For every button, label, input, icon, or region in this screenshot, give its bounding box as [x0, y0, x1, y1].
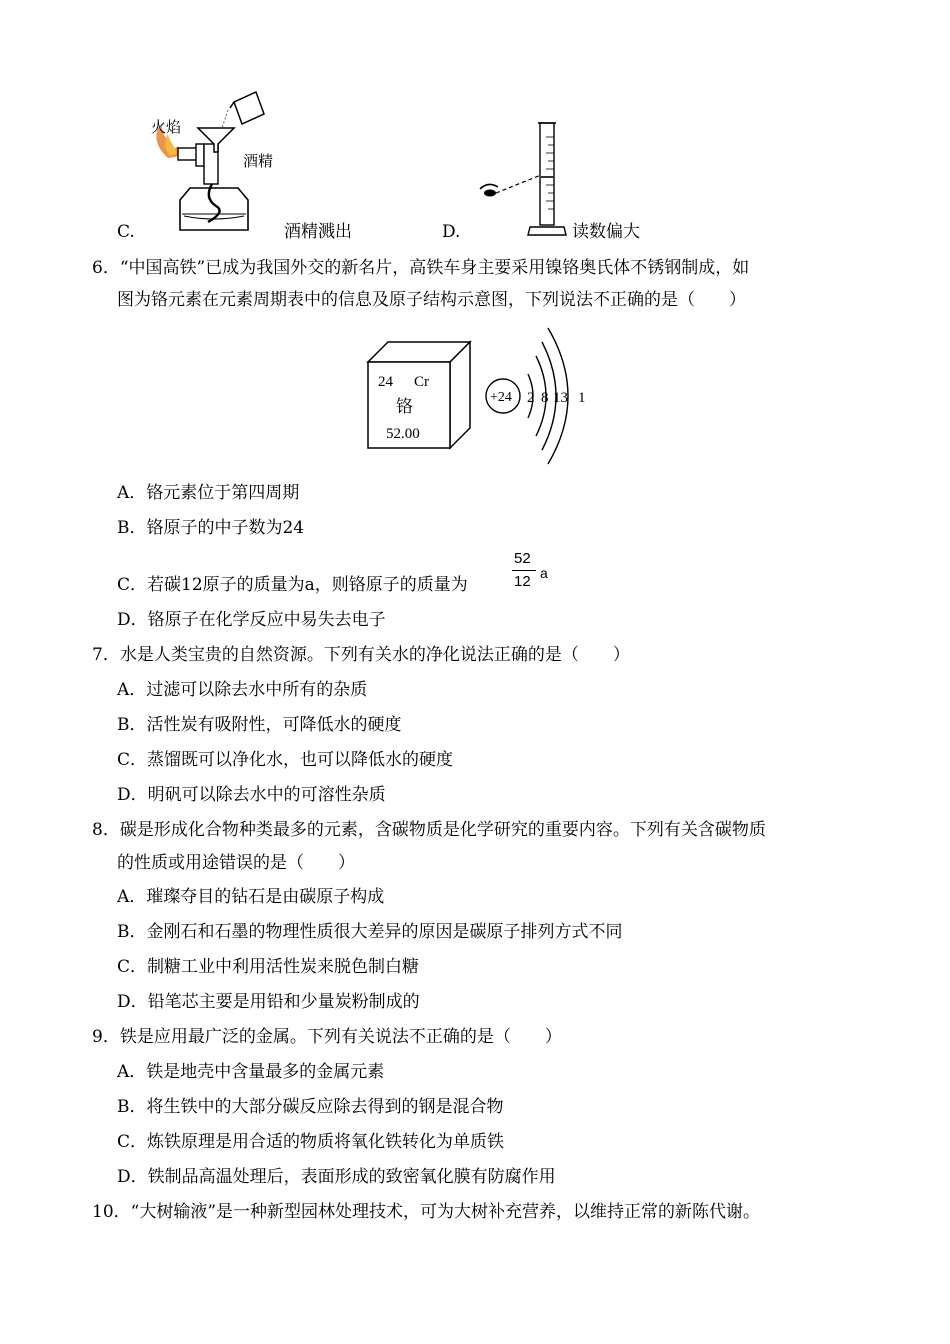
q7-option-d[interactable]: D．明矾可以除去水中的可溶性杂质 — [117, 785, 386, 805]
q8-stem-line1: 8．碳是形成化合物种类最多的元素，含碳物质是化学研究的重要内容。下列有关含碳物质 — [92, 820, 766, 840]
q7-option-b[interactable]: B．活性炭有吸附性，可降低水的硬度 — [117, 715, 402, 735]
q8-option-a[interactable]: A．璀璨夺目的钻石是由碳原子构成 — [117, 887, 385, 907]
element-mass: 52.00 — [386, 426, 420, 442]
q6-stem-line1: 6．“中国高铁”已成为我国外交的新名片，高铁车身主要采用镍铬奥氏体不锈钢制成，如 — [92, 258, 750, 278]
element-number: 24 — [378, 374, 393, 390]
atom-shell-3: 13 — [553, 390, 568, 406]
q7-stem: 7．水是人类宝贵的自然资源。下列有关水的净化说法正确的是（ ） — [92, 645, 630, 665]
q9-option-d[interactable]: D．铁制品高温处理后，表面形成的致密氧化膜有防腐作用 — [117, 1167, 556, 1187]
atom-shell-4: 1 — [578, 390, 586, 406]
q6-option-c-text: C．若碳12原子的质量为a，则铬原子的质量为 — [117, 575, 468, 595]
q5-option-c-caption: 酒精溅出 — [284, 222, 352, 242]
q6-option-b[interactable]: B．铬原子的中子数为24 — [117, 518, 305, 538]
q5-label-alcohol: 酒精 — [243, 152, 274, 170]
q5-label-flame: 火焰 — [151, 118, 182, 136]
q6-option-c-variable: a — [540, 565, 548, 581]
atom-nucleus: +24 — [490, 390, 512, 405]
element-name: 铬 — [396, 397, 413, 416]
q6-option-c[interactable] — [117, 575, 468, 595]
q6-option-c-numerator: 52 — [514, 550, 531, 567]
q5-option-c-letter[interactable]: C. — [117, 222, 135, 242]
q8-option-d[interactable]: D．铅笔芯主要是用铅和少量炭粉制成的 — [117, 992, 420, 1012]
atom-shell-2: 8 — [541, 390, 549, 406]
q10-stem: 10．“大树输液”是一种新型园林处理技术，可为大树补充营养，以维持正常的新陈代谢。 — [92, 1202, 761, 1222]
q8-stem-line2: 的性质或用途错误的是（ ） — [117, 853, 355, 873]
q6-figure — [360, 322, 600, 470]
q6-option-c-denominator: 12 — [514, 573, 531, 590]
q5-option-d-figure — [474, 115, 574, 240]
element-symbol: Cr — [414, 374, 429, 390]
q9-option-c[interactable]: C．炼铁原理是用合适的物质将氧化铁转化为单质铁 — [117, 1132, 505, 1152]
q9-option-a[interactable]: A．铁是地壳中含量最多的金属元素 — [117, 1062, 385, 1082]
q8-option-b[interactable]: B．金刚石和石墨的物理性质很大差异的原因是碳原子排列方式不同 — [117, 922, 623, 942]
q6-stem-line2: 图为铬元素在元素周期表中的信息及原子结构示意图，下列说法不正确的是（ ） — [117, 290, 746, 310]
q7-option-c[interactable]: C．蒸馏既可以净化水，也可以降低水的硬度 — [117, 750, 454, 770]
atom-shell-1: 2 — [527, 390, 535, 406]
q6-option-d[interactable]: D．铬原子在化学反应中易失去电子 — [117, 610, 386, 630]
q6-option-a[interactable]: A．铬元素位于第四周期 — [117, 483, 300, 503]
q5-option-d-letter[interactable]: D. — [442, 222, 461, 242]
q8-option-c[interactable]: C．制糖工业中利用活性炭来脱色制白糖 — [117, 957, 420, 977]
q6-option-c-fraction-bar — [512, 570, 536, 571]
q9-stem: 9．铁是应用最广泛的金属。下列有关说法不正确的是（ ） — [92, 1027, 562, 1047]
q5-option-d-caption: 读数偏大 — [572, 222, 640, 242]
q7-option-a[interactable]: A．过滤可以除去水中所有的杂质 — [117, 680, 368, 700]
q9-option-b[interactable]: B．将生铁中的大部分碳反应除去得到的钢是混合物 — [117, 1097, 504, 1117]
